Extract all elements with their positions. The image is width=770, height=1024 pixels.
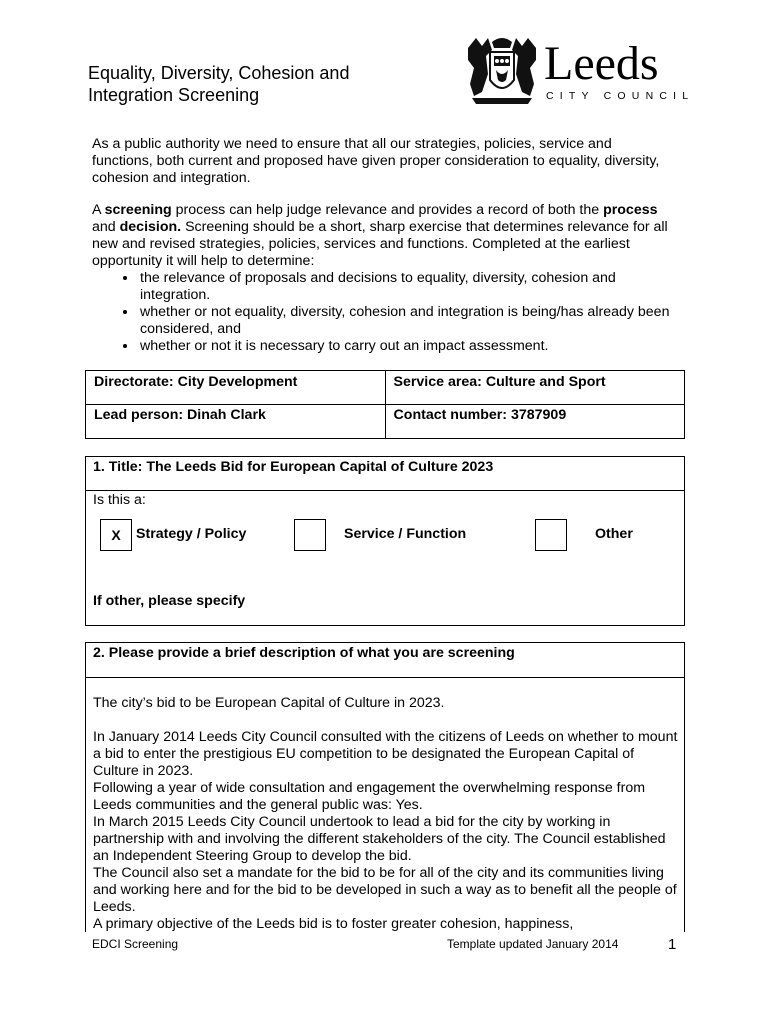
intro-text-2e: and [92, 219, 120, 235]
description-paragraph: In January 2014 Leeds City Council consulted with the citizens of Leeds on whether to mount a bid to enter the prestigious EU competition to be designated the European Capital of Culture in 2023. [93, 729, 678, 779]
strategy-checkbox[interactable]: X [100, 519, 132, 551]
directorate-cell: Directorate: City Development [86, 371, 386, 405]
intro-text-2c: process can help judge relevance and provides a record of both the [171, 202, 604, 218]
logo-subtitle: CITY COUNCIL [546, 90, 695, 102]
bullet-item: • whether or not it is necessary to carry out an impact assessment. [138, 338, 672, 355]
section-2-heading: 2. Please provide a brief description of what you are screening [93, 645, 515, 661]
description-paragraph: The Council also set a mandate for the bid to be for all of the city and its communities living and working here and for the bid to be developed in such a way as to benefit all the people of Leeds. [93, 865, 677, 915]
lead-person-cell: Lead person: Dinah Clark [86, 405, 386, 439]
description-paragraph: A primary objective of the Leeds bid is to foster greater cohesion, happiness, [93, 916, 574, 932]
description-paragraph: In March 2015 Leeds City Council undertook to lead a bid for the city by working in partnership with and involving the different stakeholders of the city. The Council established an Independent Steering Group to develop the bid. [93, 814, 666, 864]
section-1-divider [85, 490, 685, 491]
if-other-label: If other, please specify [93, 593, 246, 609]
intro-paragraph-2 [92, 202, 672, 355]
strategy-label: Strategy / Policy [136, 526, 247, 542]
service-checkbox[interactable] [294, 519, 326, 551]
info-table [85, 370, 685, 439]
intro-text-2 [92, 202, 672, 270]
service-label: Service / Function [344, 526, 467, 542]
service-area-cell: Service area: Culture and Sport [385, 371, 684, 405]
intro-text-2a: A [92, 202, 105, 218]
section-2-body [93, 695, 678, 933]
intro-paragraph-1 [92, 136, 672, 187]
description-paragraph: Following a year of wide consultation and engagement the overwhelming response from Leeds communities and the general public was: Yes. [93, 780, 646, 813]
page-number: 1 [668, 936, 677, 953]
title-line-2: Integration Screening [88, 85, 260, 105]
section-1-heading: 1. Title: The Leeds Bid for European Capital of Culture 2023 [93, 459, 494, 475]
other-checkbox[interactable] [535, 519, 567, 551]
intro-bullet-list [92, 270, 672, 355]
footer-left: EDCI Screening [92, 937, 179, 951]
intro-bold-decision: decision. [119, 219, 182, 235]
leeds-logo [462, 34, 702, 104]
coat-of-arms-icon [462, 34, 542, 104]
page-title [88, 62, 349, 106]
section-2-divider [85, 677, 685, 678]
is-this-a-label: Is this a: [93, 492, 146, 508]
description-paragraph: The city’s bid to be European Capital of Culture in 2023. [93, 695, 445, 711]
title-line-1: Equality, Diversity, Cohesion and [88, 63, 350, 83]
logo-wordmark: Leeds [544, 37, 659, 90]
intro-text-1: As a public authority we need to ensure that all our strategies, policies, service and functions, both current and proposed have given proper consideration to equality, diversity, cohesion and integration. [92, 136, 660, 186]
intro-text-2g: Screening should be a short, sharp exercise that determines relevance for all new and revised strategies, policies, services and functions. Completed at the earliest opportunity it will help to determine: [92, 219, 668, 269]
intro-bold-screening: screening [104, 202, 172, 218]
contact-number-cell: Contact number: 3787909 [385, 405, 684, 439]
footer-template-date: Template updated January 2014 [447, 937, 619, 951]
bullet-item: • the relevance of proposals and decisions to equality, diversity, cohesion and integration. [138, 270, 672, 304]
other-label: Other [595, 526, 633, 542]
intro-bold-process: process [603, 202, 658, 218]
bullet-item: • whether or not equality, diversity, cohesion and integration is being/has already been considered, and [138, 304, 672, 338]
